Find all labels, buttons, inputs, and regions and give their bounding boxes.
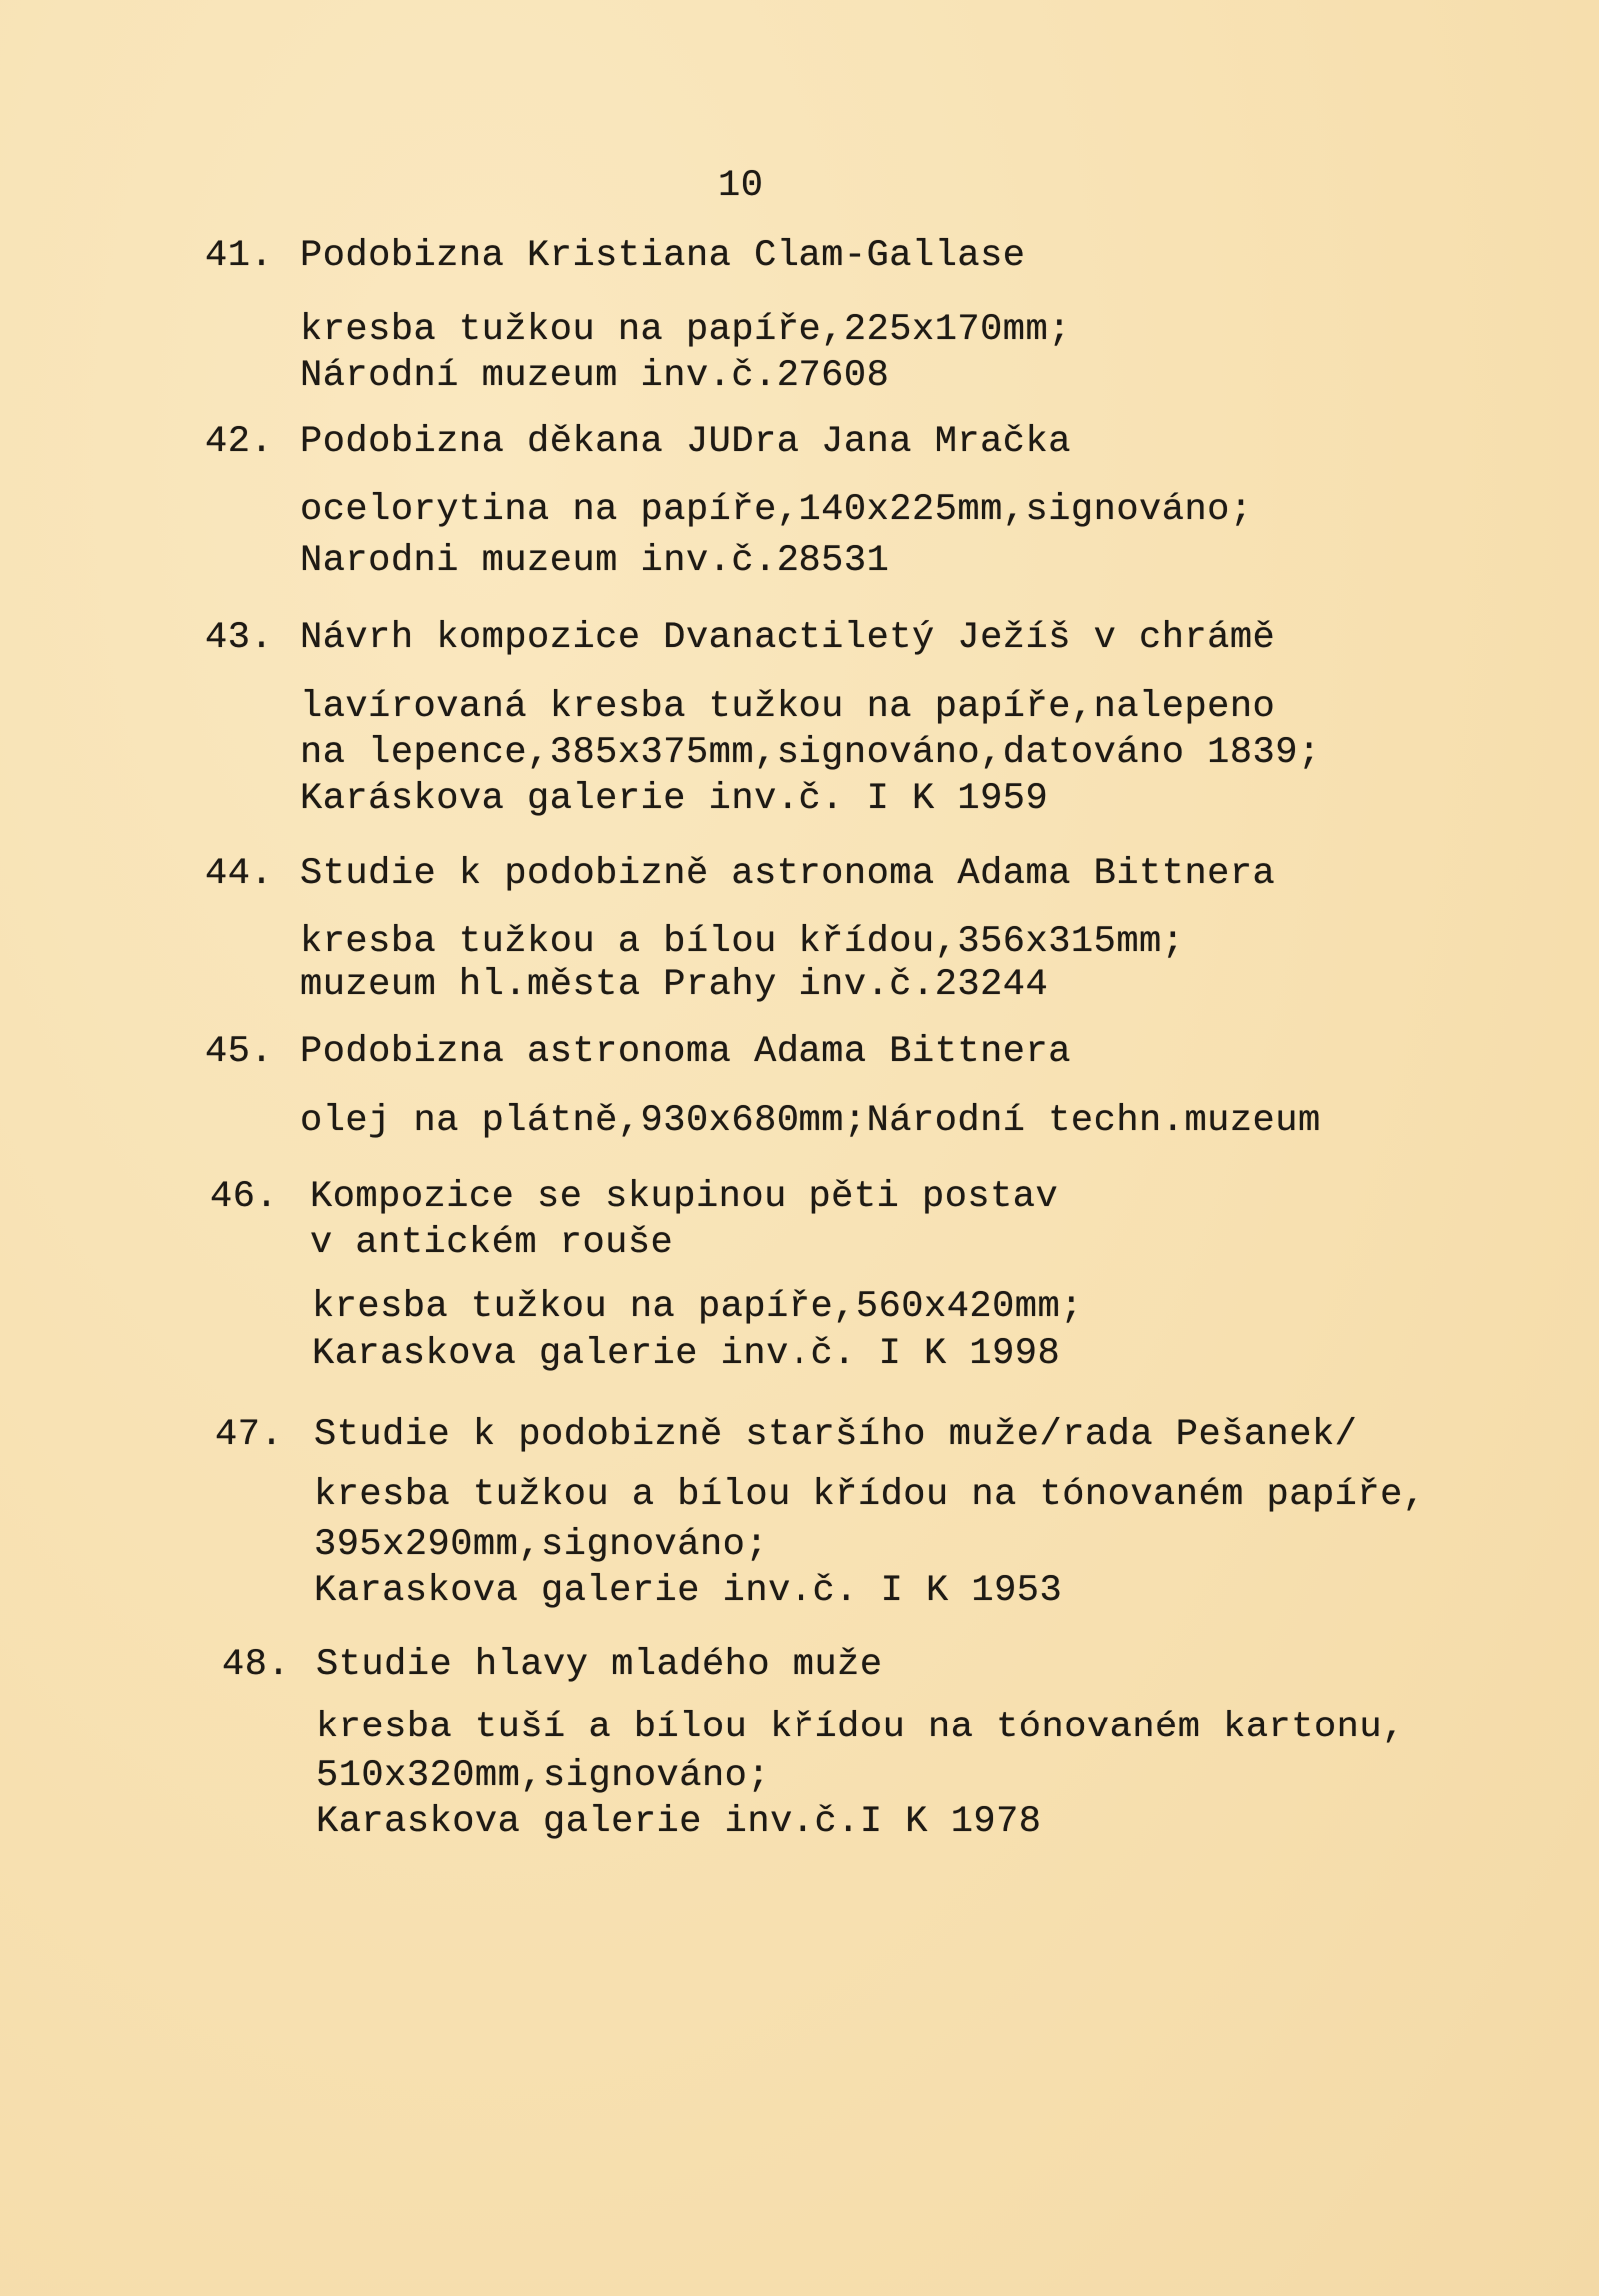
entry-title: v antickém rouše [310,1222,674,1264]
entry-detail: ocelorytina na papíře,140x225mm,signováno; [300,489,1253,531]
entry-detail: 395x290mm,signováno; [314,1524,769,1566]
entry-number: 44. [205,853,274,895]
entry-detail: Karaskova galerie inv.č.I K 1978 [316,1801,1042,1843]
entry-detail: kresba tuší a bílou křídou na tónovaném kartonu, [316,1707,1405,1748]
entry-detail: muzeum hl.města Prahy inv.č.23244 [300,964,1049,1006]
entry-detail: Narodni muzeum inv.č.28531 [300,540,890,581]
entry-detail: Karaskova galerie inv.č. I K 1998 [312,1333,1061,1375]
entry-title: Podobizna astronoma Adama Bittnera [300,1031,1071,1073]
page-number: 10 [718,165,764,207]
entry-detail: lavírovaná kresba tužkou na papíře,nalepeno [300,686,1276,728]
entry-detail: 510x320mm,signováno; [316,1755,771,1797]
entry-number: 47. [215,1414,284,1456]
entry-number: 46. [210,1176,279,1218]
entry-detail: Karaskova galerie inv.č. I K 1953 [314,1570,1063,1612]
entry-detail: Národní muzeum inv.č.27608 [300,355,890,397]
entry-title: Návrh kompozice Dvanactiletý Ježíš v chrámě [300,617,1276,659]
entry-detail: na lepence,385x375mm,signováno,datováno 1839; [300,732,1321,774]
entry-detail: Karáskova galerie inv.č. I K 1959 [300,778,1049,820]
entry-number: 43. [205,617,274,659]
entry-number: 48. [222,1644,291,1686]
entry-title: Studie hlavy mladého muže [316,1644,883,1686]
entry-detail: olej na plátně,930x680mm;Národní techn.muzeum [300,1100,1321,1142]
entry-title: Studie k podobizně staršího muže/rada Pešanek/ [314,1414,1358,1456]
entry-title: Kompozice se skupinou pěti postav [310,1176,1059,1218]
entry-detail: kresba tužkou na papíře,560x420mm; [312,1286,1083,1328]
entry-title: Podobizna Kristiana Clam-Gallase [300,235,1026,277]
entry-number: 45. [205,1031,274,1073]
entry-detail: kresba tužkou a bílou křídou,356x315mm; [300,921,1185,963]
entry-detail: kresba tužkou na papíře,225x170mm; [300,309,1071,351]
entry-number: 41. [205,235,274,277]
entry-title: Podobizna děkana JUDra Jana Mračka [300,421,1071,463]
entry-detail: kresba tužkou a bílou křídou na tónovaném papíře, [314,1474,1426,1516]
entry-number: 42. [205,421,274,463]
entry-title: Studie k podobizně astronoma Adama Bittnera [300,853,1276,895]
